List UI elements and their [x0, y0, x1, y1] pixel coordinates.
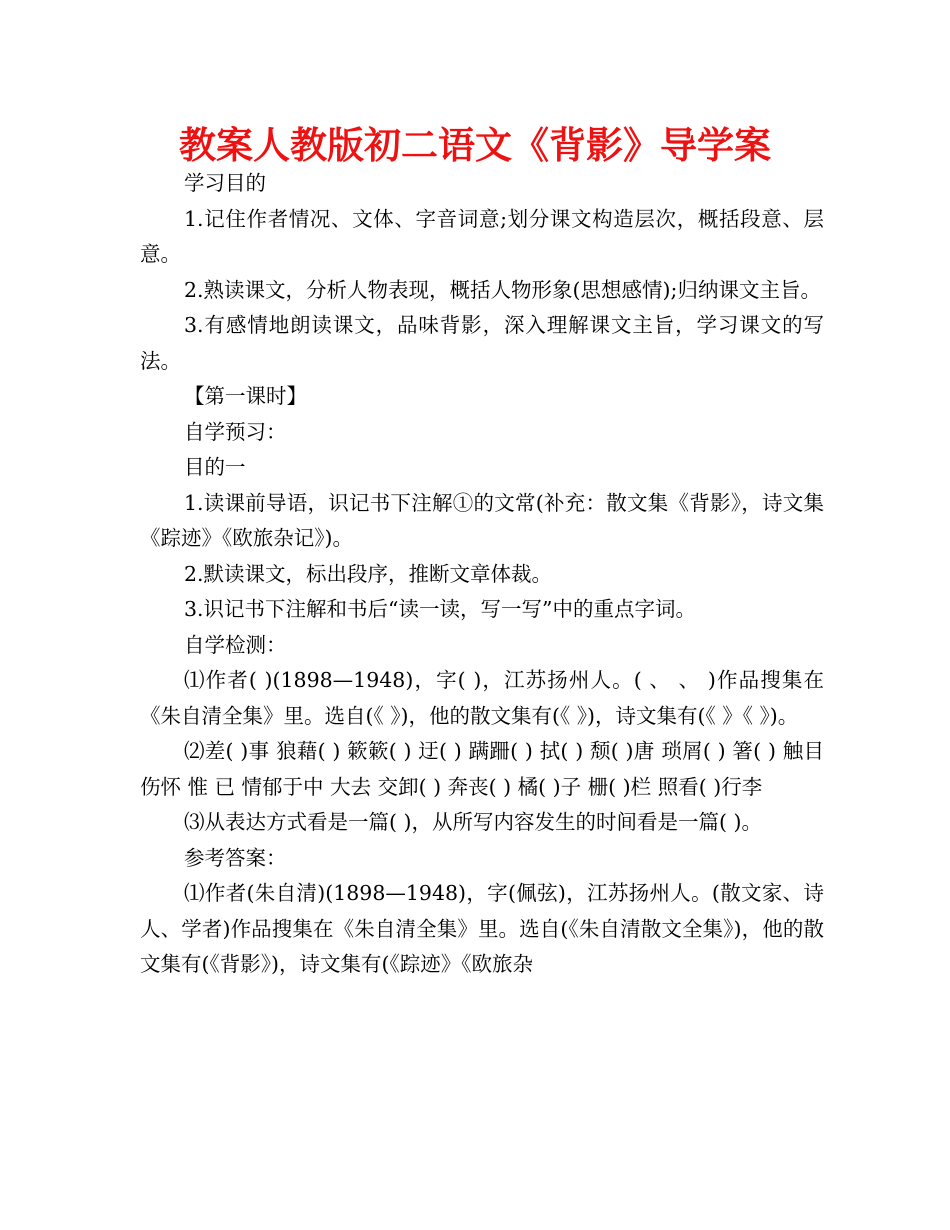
document-body [140, 166, 824, 983]
answer-item-1: ⑴作者(朱自清)(1898—1948)，字(佩弦)，江苏扬州人。(散文家、诗人、学者)作品搜集在《朱自清全集》里。选自(《朱自清散文全集》)，他的散文集有(《背影》)，诗文集有(《踪迹》《欧旅杂 [140, 881, 824, 976]
goal-one-heading: 目的一 [184, 455, 246, 479]
document-title: 教案人教版初二语文《背影》导学案 [179, 124, 771, 167]
objective-item-2: 2.熟读课文，分析人物表现，概括人物形象(思想感情);归纳课文主旨。 [184, 277, 821, 302]
answer-heading: 参考答案： [184, 845, 287, 870]
self-test-heading: 自学检测： [184, 632, 287, 657]
objective-item-1: 1.记住作者情况、文体、字音词意;划分课文构造层次，概括段意、层意。 [140, 206, 824, 266]
section-heading-objectives: 学习目的 [184, 171, 266, 195]
test-question-1: ⑴作者( )(1898—1948)，字( )，江苏扬州人。( 、 、 )作品搜集在《朱自清全集》里。选自(《 》)，他的散文集有(《 》)，诗文集有(《 》《 》)。 [140, 668, 824, 728]
task-item-2: 2.默读课文，标出段序，推断文章体裁。 [184, 561, 553, 586]
task-item-3: 3.识记书下注解和书后“读一读，写一写”中的重点字词。 [184, 597, 697, 621]
objective-item-3: 3.有感情地朗读课文，品味背影，深入理解课文主旨，学习课文的写法。 [140, 313, 824, 373]
self-study-heading: 自学预习： [184, 419, 287, 444]
test-question-3: ⑶从表达方式看是一篇( )，从所写内容发生的时间看是一篇( )。 [184, 810, 763, 834]
test-question-2: ⑵差( )事 狼藉( ) 簌簌( ) 迂( ) 蹒跚( ) 拭( ) 颓( )唐 琐屑( ) 箸( ) 触目伤怀 惟 已 情郁于中 大去 交卸( ) 奔丧( ) 橘( )子 栅( )栏 照看( )行李 [140, 739, 824, 799]
lesson-heading: 【第一课时】 [184, 384, 307, 408]
task-item-1: 1.读课前导语，识记书下注解①的文常(补充：散文集《背影》，诗文集《踪迹》《欧旅杂记》)。 [140, 490, 824, 550]
